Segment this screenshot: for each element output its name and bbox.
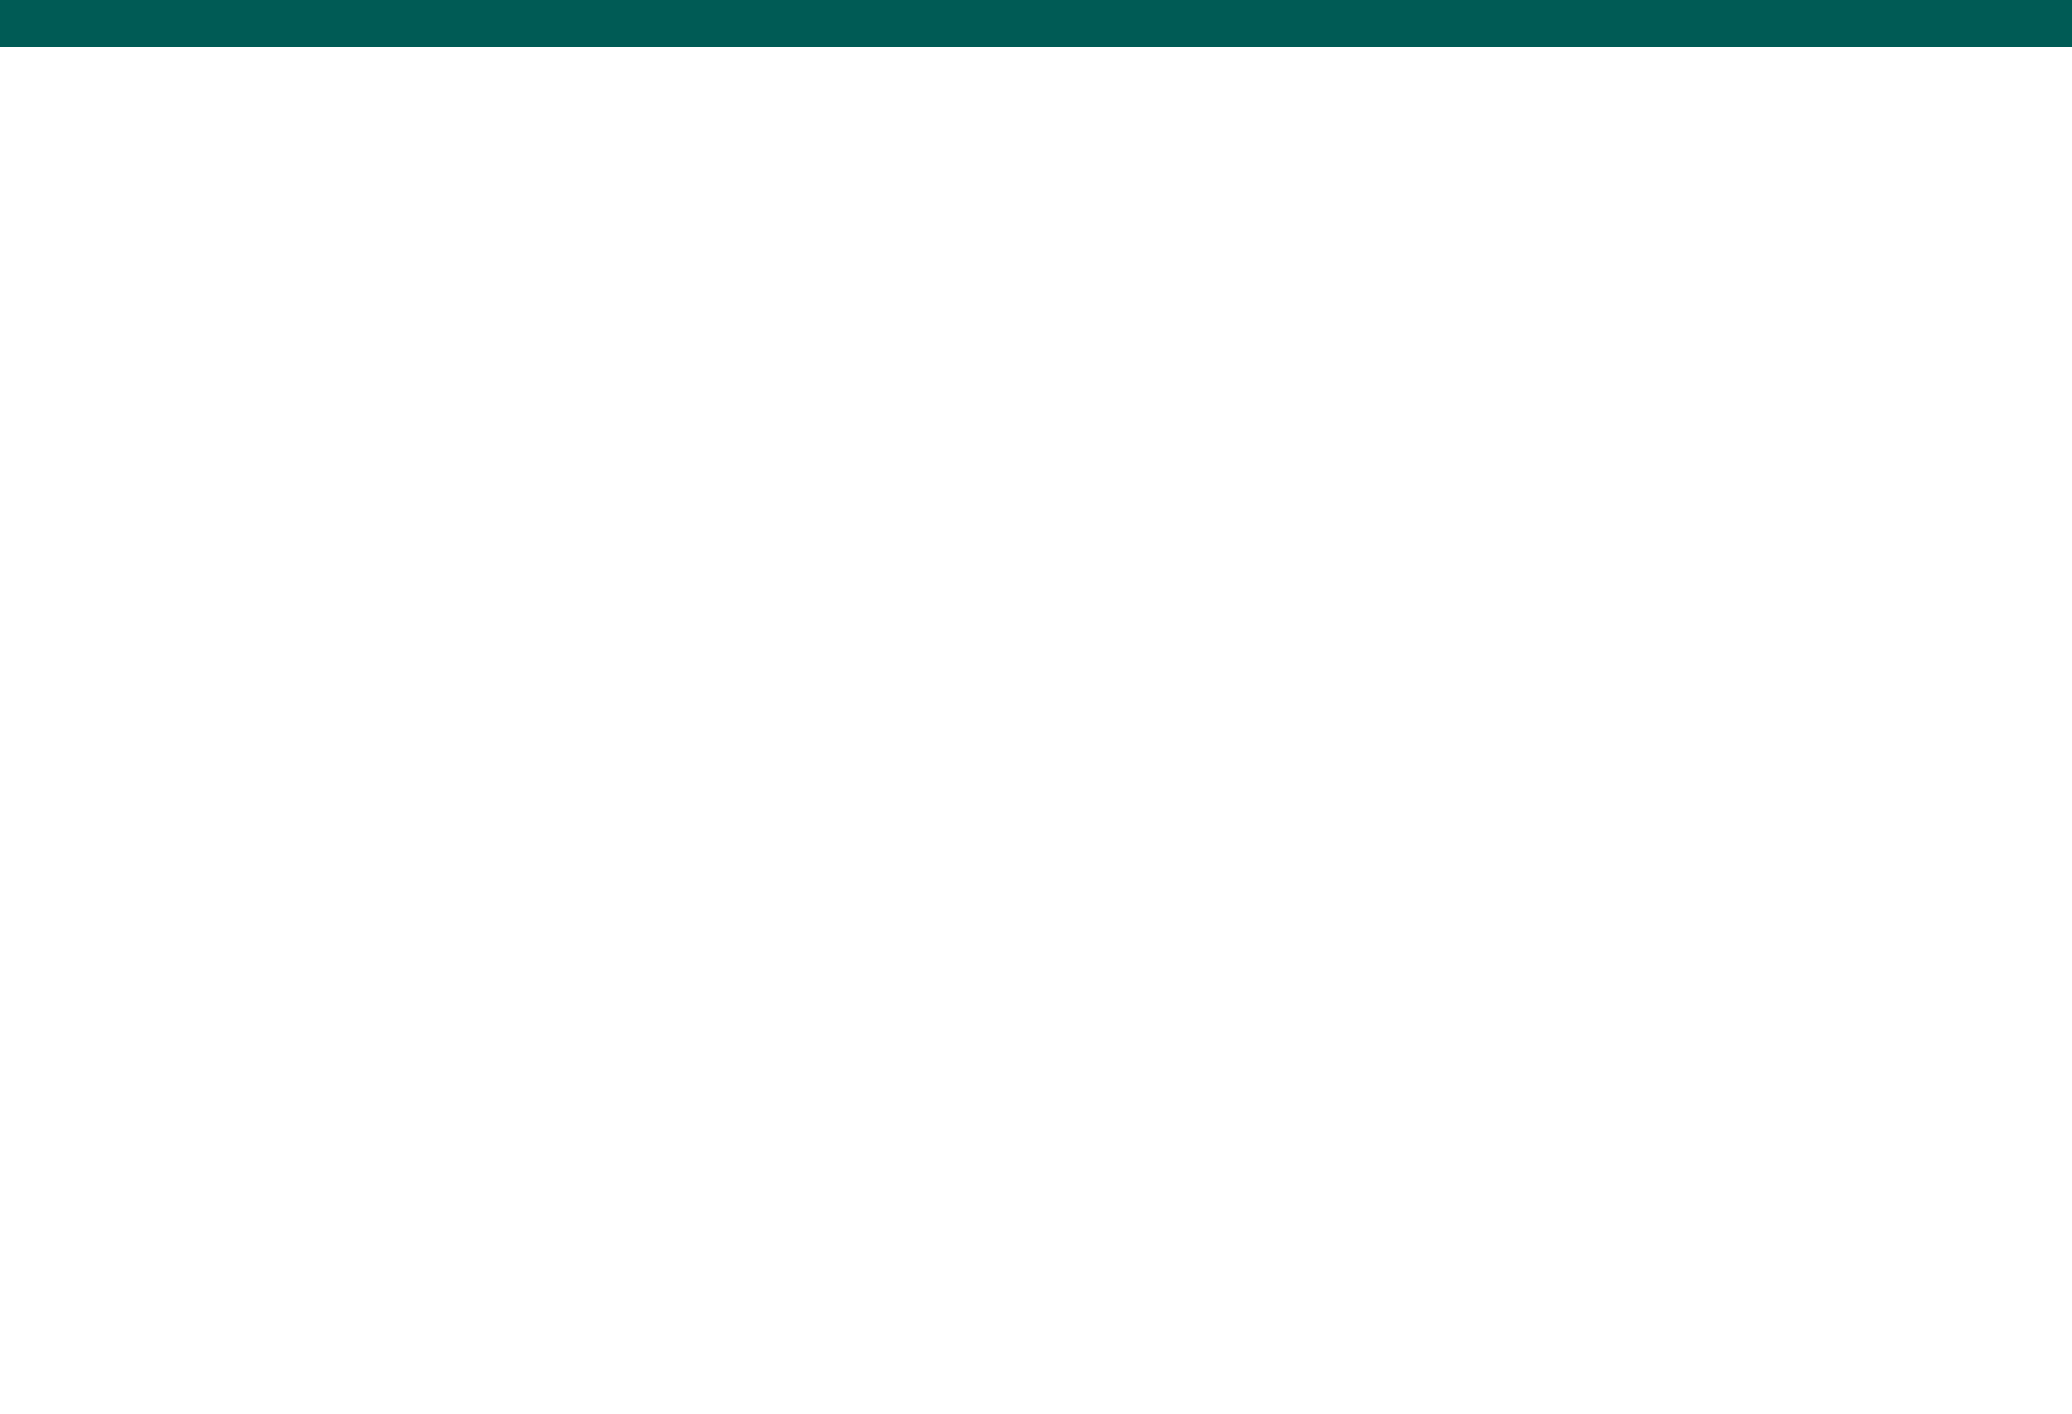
model-header	[1078, 0, 1278, 47]
table-header	[0, 0, 2072, 47]
model-header	[1678, 0, 1878, 47]
model-header	[878, 0, 1078, 47]
model-header	[1478, 0, 1678, 47]
model-header	[1877, 0, 2072, 47]
model-header	[1278, 0, 1478, 47]
